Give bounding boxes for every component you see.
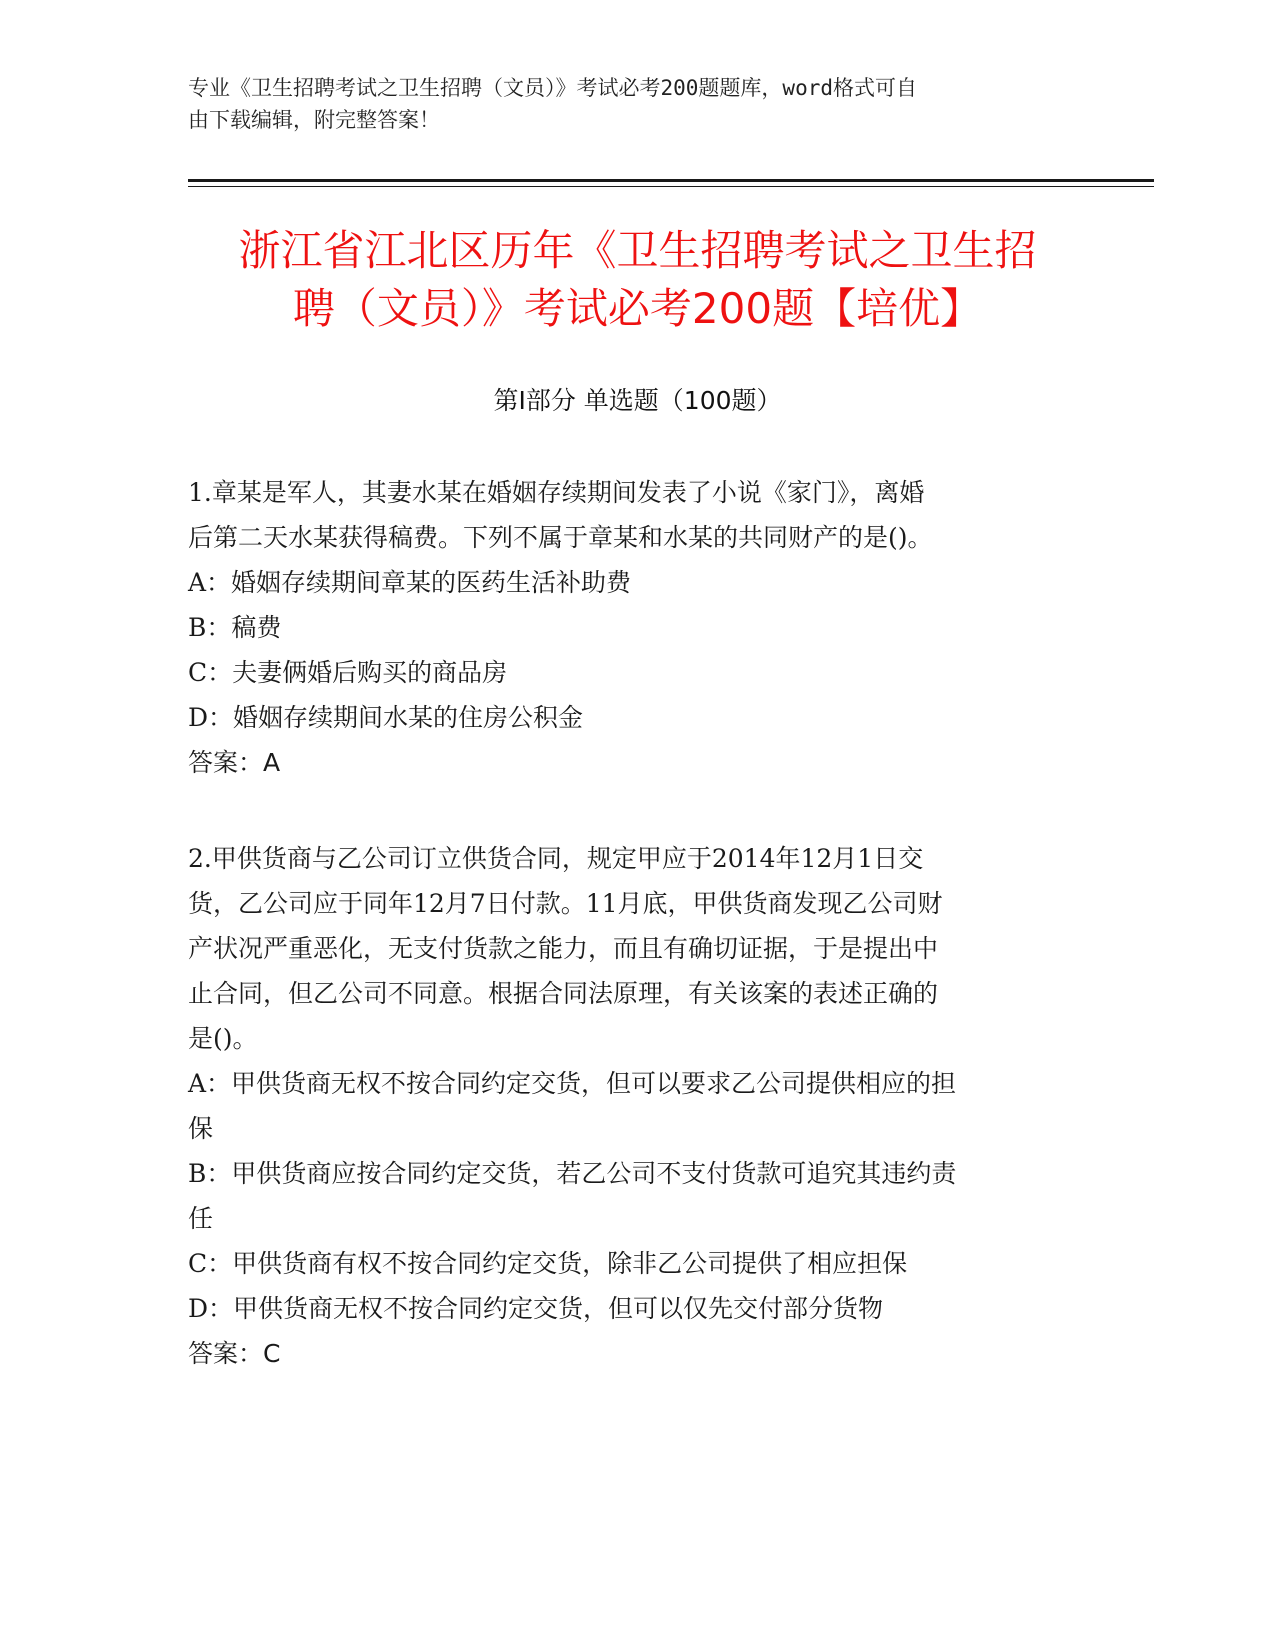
option-a: A：婚姻存续期间章某的医药生活补助费	[188, 568, 632, 597]
question-stem-line: 1.章某是军人，其妻水某在婚姻存续期间发表了小说《家门》，离婚	[188, 478, 925, 507]
option-c: C：甲供货商有权不按合同约定交货，除非乙公司提供了相应担保	[188, 1249, 908, 1278]
title-line: 浙江省江北区历年《卫生招聘考试之卫生招	[238, 226, 1037, 275]
header-divider-thin	[188, 186, 1154, 187]
option-c: C：夫妻俩婚后购买的商品房	[188, 658, 508, 687]
answer-line: 答案：A	[188, 748, 281, 777]
question-stem-line: 产状况严重恶化，无支付货款之能力，而且有确切证据，于是提出中	[188, 934, 939, 963]
option-d: D：婚姻存续期间水某的住房公积金	[188, 703, 584, 732]
header-note	[188, 72, 1088, 136]
option-d: D：甲供货商无权不按合同约定交货，但可以仅先交付部分货物	[188, 1294, 884, 1323]
answer-line: 答案：C	[188, 1339, 281, 1368]
question-stem-line: 后第二天水某获得稿费。下列不属于章某和水某的共同财产的是()。	[188, 523, 933, 552]
document-title	[150, 222, 1125, 338]
section-heading: 第Ⅰ部分 单选题（100题）	[493, 386, 782, 415]
question-block	[188, 836, 1088, 1376]
option-b: B：稿费	[188, 613, 282, 642]
title-line: 聘（文员）》考试必考200题【培优】	[292, 284, 983, 333]
header-note-line: 专业《卫生招聘考试之卫生招聘（文员）》考试必考200题题库，word格式可自	[188, 76, 917, 100]
header-note-line: 由下载编辑，附完整答案！	[188, 108, 440, 132]
question-stem-line: 止合同，但乙公司不同意。根据合同法原理，有关该案的表述正确的	[188, 979, 939, 1008]
option-b-continuation: 任	[188, 1204, 214, 1233]
question-stem-line: 货，乙公司应于同年12月7日付款。11月底，甲供货商发现乙公司财	[188, 889, 943, 918]
option-b: B：甲供货商应按合同约定交货，若乙公司不支付货款可追究其违约责	[188, 1159, 957, 1188]
question-stem-line: 2.甲供货商与乙公司订立供货合同，规定甲应于2014年12月1日交	[188, 844, 924, 873]
option-a-continuation: 保	[188, 1114, 214, 1143]
question-stem-line: 是()。	[188, 1024, 258, 1053]
question-block	[188, 470, 1088, 785]
header-divider-thick	[188, 179, 1154, 182]
option-a: A：甲供货商无权不按合同约定交货，但可以要求乙公司提供相应的担	[188, 1069, 957, 1098]
